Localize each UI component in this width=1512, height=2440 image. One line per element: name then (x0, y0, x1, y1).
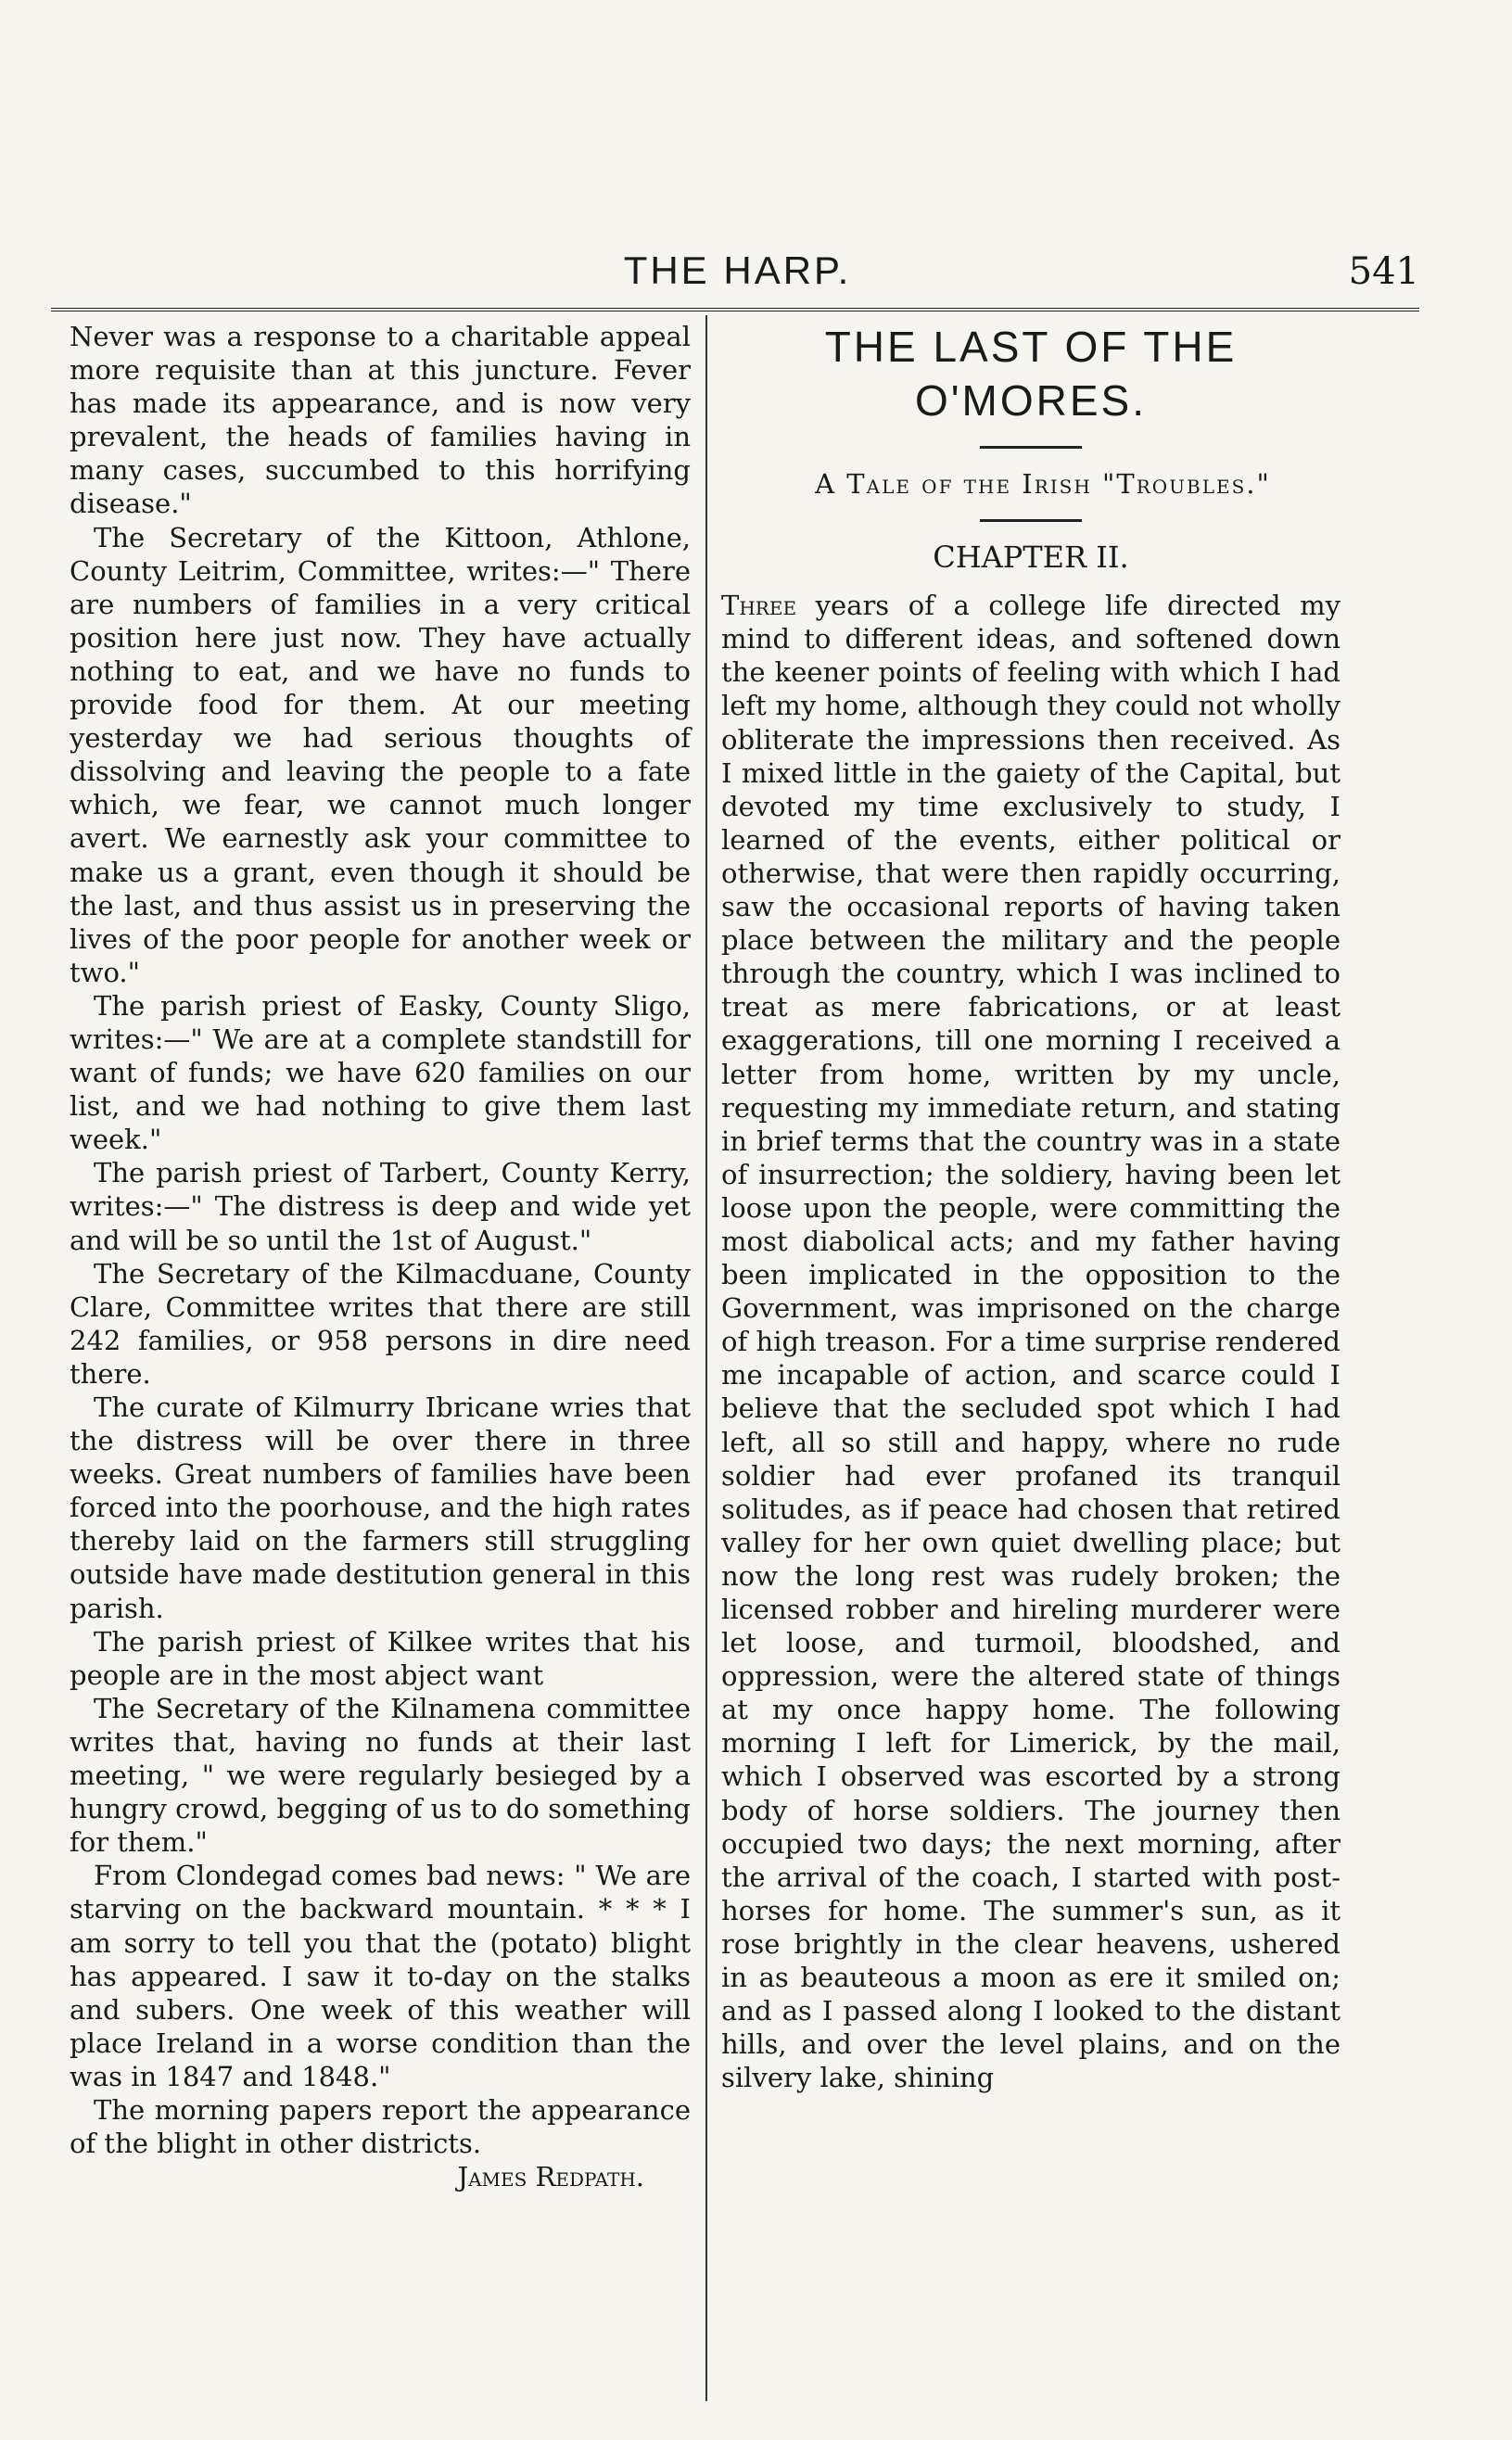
page-number: 541 (1348, 250, 1419, 293)
left-paragraph: The parish priest of Kilkee writes that his people are in the most abject want (70, 1625, 691, 1691)
story-title: THE LAST OF THE O'MORES. (824, 323, 1238, 425)
left-paragraph: Never was a response to a charitable appeal more requisite than at this juncture. Fever has made its appearance, and is now very prevalent, the heads of families having in many cases, succumbed to this horrifying disease." (70, 321, 691, 520)
lead-word: Three (721, 590, 797, 622)
subtitle-rule (980, 519, 1082, 522)
header-rule (51, 308, 1419, 311)
chapter-heading: CHAPTER II. (933, 540, 1129, 576)
story-paragraph (721, 589, 1340, 2094)
left-paragraph: The parish priest of Easky, County Sligo, writes:—" We are at a complete standstill for want of funds; we have 620 families on our list, and we had nothing to give them last week." (70, 989, 691, 1156)
story-subtitle: A Tale of the Irish "Troubles." (815, 468, 1271, 500)
right-column (721, 320, 1340, 2094)
story-text: years of a college life directed my mind to different ideas, and softened down the keener points of feeling with which I had left my home, although they could not wholly obliterate the impressions then received. As I mixed little in the gaiety of the Capital, but devoted my time exclusively to study, I learned of the events, either political or otherwise, that were then rapidly occurring, saw the occasional reports of having taken place between the military and the people through the country, which I was inclined to treat as mere fabrications, or at least exaggerations, till one morning I received a letter from home, written by my uncle, requesting my immediate return, and stating in brief terms that the country was in a state of insurrection; the soldiery, having been let loose upon the people, were committing the most diabolical acts; and my father having been implicated in the opposition to the Government, was imprisoned on the charge of high treason. For a time surprise rendered me incapable of action, and scarce could I believe that the secluded spot which I had left, all so still and happy, where no rude soldier had ever profaned its tranquil solitudes, as if peace had chosen that retired valley for her own quiet dwelling place; but now the long rest was rudely broken; the licensed robber and hireling murderer were let loose, and turmoil, bloodshed, and oppression, were the altered state of things at my once happy home. The following morning I left for Limerick, by the mail, which I observed was escorted by a strong body of horse soldiers. The journey then occupied two days; the next morning, after the arrival of the coach, I started with post-horses for home. The summer's sun, as it rose brightly in the clear heavens, ushered in as beauteous a moon as ere it smiled on; and as I passed along I looked to the distant hills, and over the level plains, and on the silvery lake, shining (721, 590, 1340, 2094)
left-paragraph: The parish priest of Tarbert, County Kerry, writes:—" The distress is deep and wide yet and will be so until the 1st of August." (70, 1157, 691, 1256)
left-paragraph: From Clondegad comes bad news: " We are starving on the backward mountain. * * * I am sorry to tell you that the (potato) blight has appeared. I saw it to-day on the stalks and subers. One week of this weather will place Ireland in a worse condition than the was in 1847 and 1848." (70, 1860, 691, 2092)
left-paragraph: The Secretary of the Kittoon, Athlone, County Leitrim, Committee, writes:—" There are numbers of families in a very critical position here just now. They have actually nothing to eat, and we have no funds to provide food for them. At our meeting yesterday we had serious thoughts of dissolving and leaving the people to a fate which, we fear, we cannot much longer avert. We earnestly ask your committee to make us a grant, even though it should be the last, and thus assist us in preserving the lives of the poor people for another week or two." (70, 521, 691, 988)
left-paragraph: The curate of Kilmurry Ibricane wries that the distress will be over there in three weeks. Great numbers of families have been forced into the poorhouse, and the high rates thereby laid on the farmers still struggling outside have made destitution general in this parish. (70, 1392, 691, 1624)
column-divider (705, 315, 707, 2401)
left-paragraph: The Secretary of the Kilmacduane, County Clare, Committee writes that there are still 242 families, or 958 persons in dire need there. (70, 1257, 691, 1390)
left-paragraph: The Secretary of the Kilnamena committee writes that, having no funds at their last meeting, " we were regularly besieged by a hungry crowd, begging of us to do something for them." (70, 1692, 691, 1859)
running-title: THE HARP. (623, 248, 852, 292)
page-header (56, 239, 1419, 304)
left-paragraph: The morning papers report the appearance of the blight in other districts. (70, 2093, 691, 2160)
signature: James Redpath. (457, 2161, 644, 2193)
left-column (70, 320, 691, 2193)
title-rule (980, 446, 1082, 449)
